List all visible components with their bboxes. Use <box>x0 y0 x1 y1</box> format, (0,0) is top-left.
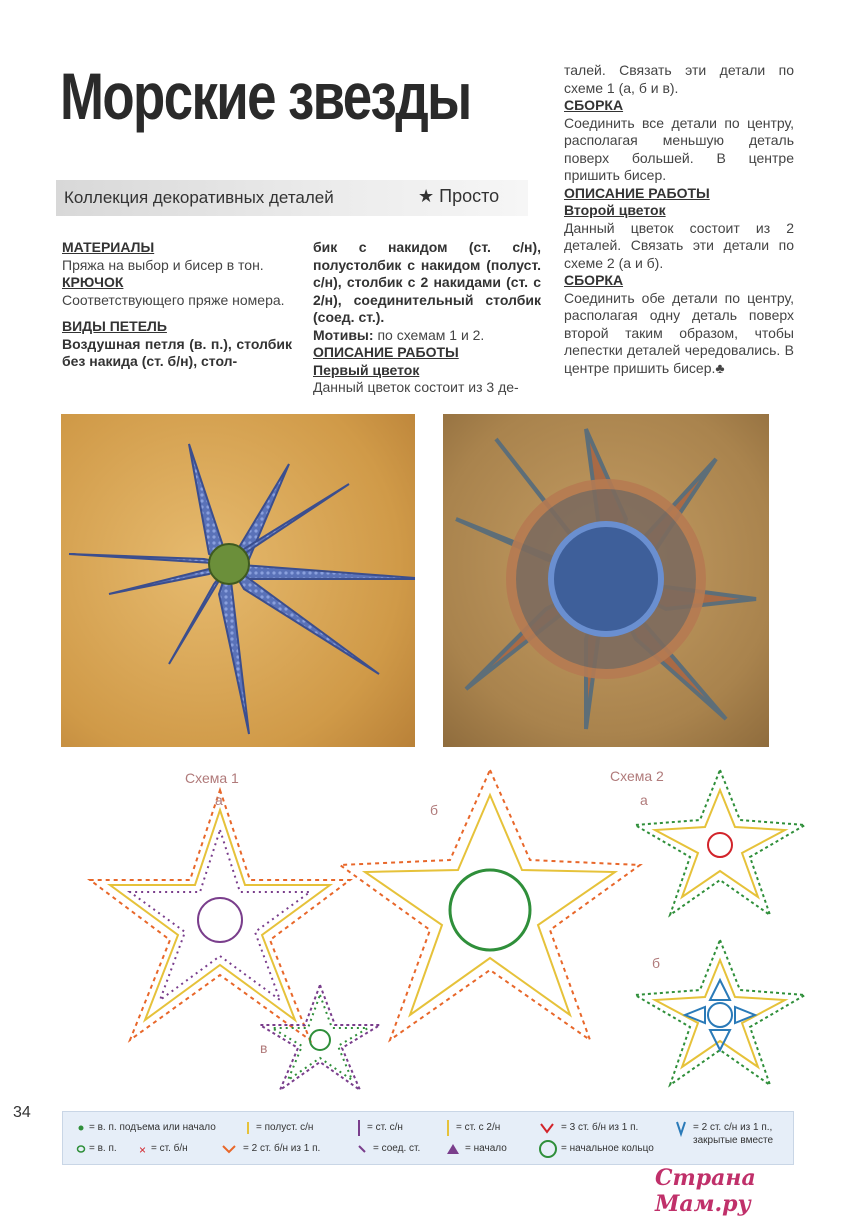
watermark: Страна Мам.ру <box>655 1165 756 1217</box>
legend <box>62 1111 794 1165</box>
work-description-heading-2: ОПИСАНИЕ РАБОТЫ <box>564 184 710 201</box>
col3-text-1: талей. Связать эти детали по схеме 1 (а, б и в). <box>564 62 794 96</box>
legend-dc: = ст. с/н <box>367 1122 403 1133</box>
motifs-text: по схемам 1 и 2. <box>373 326 485 343</box>
first-flower-heading: Первый цветок <box>313 361 420 378</box>
stitches-text: Воздушная петля (в. п.), столбик без накида (ст. б/н), стол- <box>62 335 292 369</box>
col3-text-3: Данный цветок состоит из 2 деталей. Связать эти детали по схеме 2 (а и б). <box>564 219 794 271</box>
scheme-2b-label: б <box>652 955 661 971</box>
scheme-2a-label: а <box>640 792 648 808</box>
crochet-diagrams <box>60 760 820 1110</box>
legend-2dc-together: = 2 ст. с/н из 1 п., <box>693 1122 773 1133</box>
col3-text-4: Соединить обе детали по центру, располагая одну деталь поверх второй таким образом, чтобы лепестки деталей чередовались. В центре пришить бисер.♣ <box>564 289 794 376</box>
legend-3sc-in-1: = 3 ст. б/н из 1 п. <box>561 1122 639 1133</box>
work-description-heading: ОПИСАНИЕ РАБОТЫ <box>313 344 459 360</box>
legend-chain: = в. п. <box>89 1143 117 1154</box>
banner-text: Коллекция декоративных деталей <box>64 188 334 207</box>
stitches-heading: ВИДЫ ПЕТЕЛЬ <box>62 318 167 334</box>
col3-text-2: Соединить все детали по центру, располагая меньшую деталь поверх большей. В центре пришить бисер. <box>564 114 794 183</box>
hook-heading: КРЮЧОК <box>62 274 124 290</box>
scheme-1v-label: в <box>260 1040 268 1056</box>
scheme-1b-label: б <box>430 802 439 818</box>
page-title: Морские звезды <box>60 59 471 133</box>
blue-starfish-photo <box>61 414 415 747</box>
hook-text: Соответствующего пряже номера. <box>62 291 285 308</box>
assembly-heading: СБОРКА <box>564 97 624 113</box>
legend-2dc-together-2: закрытые вместе <box>693 1135 774 1146</box>
second-flower-heading: Второй цветок <box>564 202 666 218</box>
column-2 <box>313 239 541 397</box>
motifs-label: Мотивы: <box>313 326 374 343</box>
legend-half-dc: = полуст. с/н <box>256 1122 314 1133</box>
legend-chain-start: = в. п. подъема или начало <box>89 1122 216 1133</box>
page-number: 34 <box>13 1104 31 1121</box>
legend-tr: = ст. с 2/н <box>456 1122 501 1133</box>
svg-text:×: × <box>139 1143 147 1157</box>
column-3 <box>564 62 794 377</box>
multicolor-starfish-photo <box>443 414 769 747</box>
legend-sc: = ст. б/н <box>151 1143 188 1154</box>
scheme-2-label: Схема 2 <box>610 768 664 784</box>
materials-text: Пряжа на выбор и бисер в тон. <box>62 256 264 273</box>
category-banner <box>56 180 528 216</box>
stitches-continued: бик с накидом (ст. с/н), полустолбик с накидом (полуст. с/н), столбик с 2 накидами (ст. с 2/н), соединительный столбик (соед. ст.). <box>313 239 541 325</box>
legend-2sc-in-1: = 2 ст. б/н из 1 п. <box>243 1143 321 1154</box>
scheme-1-label: Схема 1 <box>185 770 239 786</box>
materials-heading: МАТЕРИАЛЫ <box>62 239 155 255</box>
difficulty-label: ★ Просто <box>418 186 500 206</box>
legend-start: = начало <box>465 1143 507 1154</box>
legend-slip-stitch: = соед. ст. <box>373 1143 421 1154</box>
first-flower-text: Данный цветок состоит из 3 де- <box>313 379 519 395</box>
legend-magic-ring: = начальное кольцо <box>561 1143 654 1154</box>
scheme-1a-label: а <box>215 792 223 808</box>
column-1 <box>62 239 292 371</box>
assembly-heading-2: СБОРКА <box>564 272 624 288</box>
